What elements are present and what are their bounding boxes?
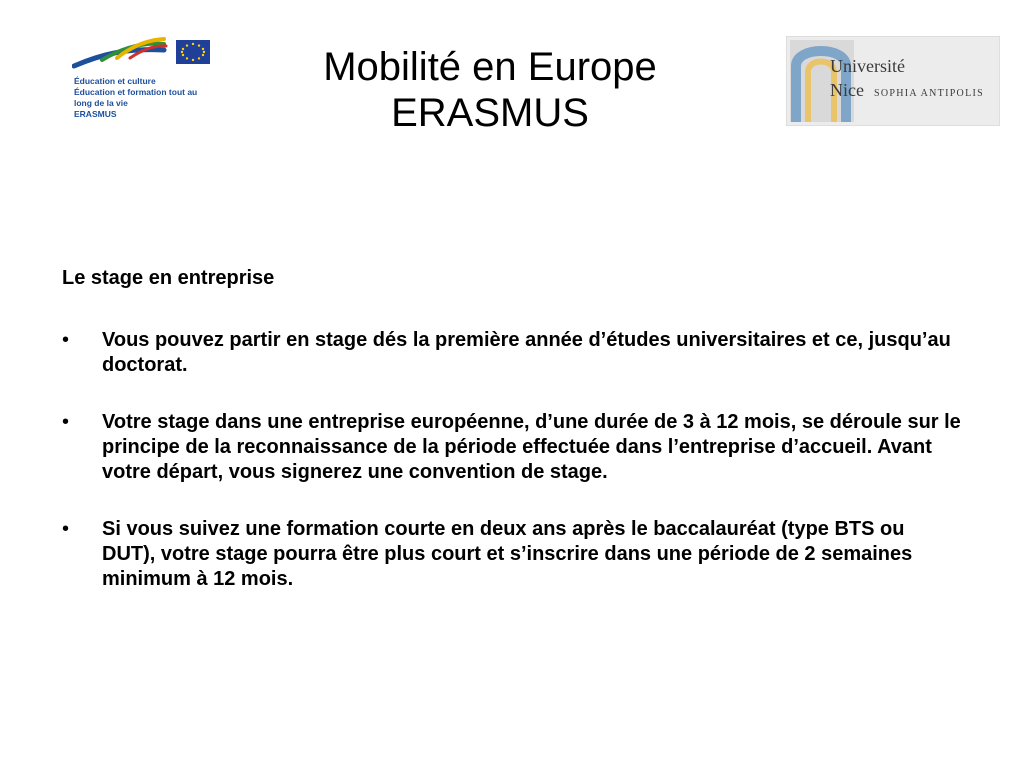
university-name-line2: Nice <box>830 80 864 100</box>
eu-education-logo <box>72 36 232 136</box>
eu-swoosh-icon <box>72 36 232 76</box>
university-name-line1: Université <box>830 56 905 76</box>
eu-logo-line: Éducation et formation tout au <box>74 87 198 97</box>
eu-flag-icon <box>176 40 210 64</box>
section-heading: Le stage en entreprise <box>62 267 275 289</box>
eu-logo-text <box>74 76 234 120</box>
bullet-list <box>62 328 962 592</box>
list-item <box>62 517 962 592</box>
bullet-icon: • <box>62 518 70 540</box>
title-line-2: ERASMUS <box>391 91 589 135</box>
bullet-icon: • <box>62 411 70 433</box>
university-emblem-icon <box>786 36 1000 126</box>
university-logo <box>786 36 1000 126</box>
list-item <box>62 328 962 378</box>
bullet-text: Votre stage dans une entreprise européenne, d’une durée de 3 à 12 mois, se déroule sur le principe de la reconnaissance de la période effectuée dans l’entreprise d’accueil. Avant votre départ, vous signerez une convention de stage. <box>102 411 961 483</box>
eu-logo-line: ERASMUS <box>74 109 117 119</box>
bullet-text: Vous pouvez partir en stage dés la première année d’études universitaires et ce, jusqu’au doctorat. <box>102 329 951 376</box>
page-title <box>250 44 730 136</box>
university-subtitle: SOPHIA ANTIPOLIS <box>874 88 984 99</box>
eu-logo-line: long de la vie <box>74 98 128 108</box>
eu-logo-line: Éducation et culture <box>74 76 156 86</box>
bullet-text: Si vous suivez une formation courte en deux ans après le baccalauréat (type BTS ou DUT), votre stage pourra être plus court et s’inscrire dans une période de 2 semaines minimum à 12 mois. <box>102 518 913 590</box>
title-line-1: Mobilité en Europe <box>323 45 657 89</box>
list-item <box>62 410 962 485</box>
bullet-icon: • <box>62 329 70 351</box>
slide-content <box>62 266 962 624</box>
